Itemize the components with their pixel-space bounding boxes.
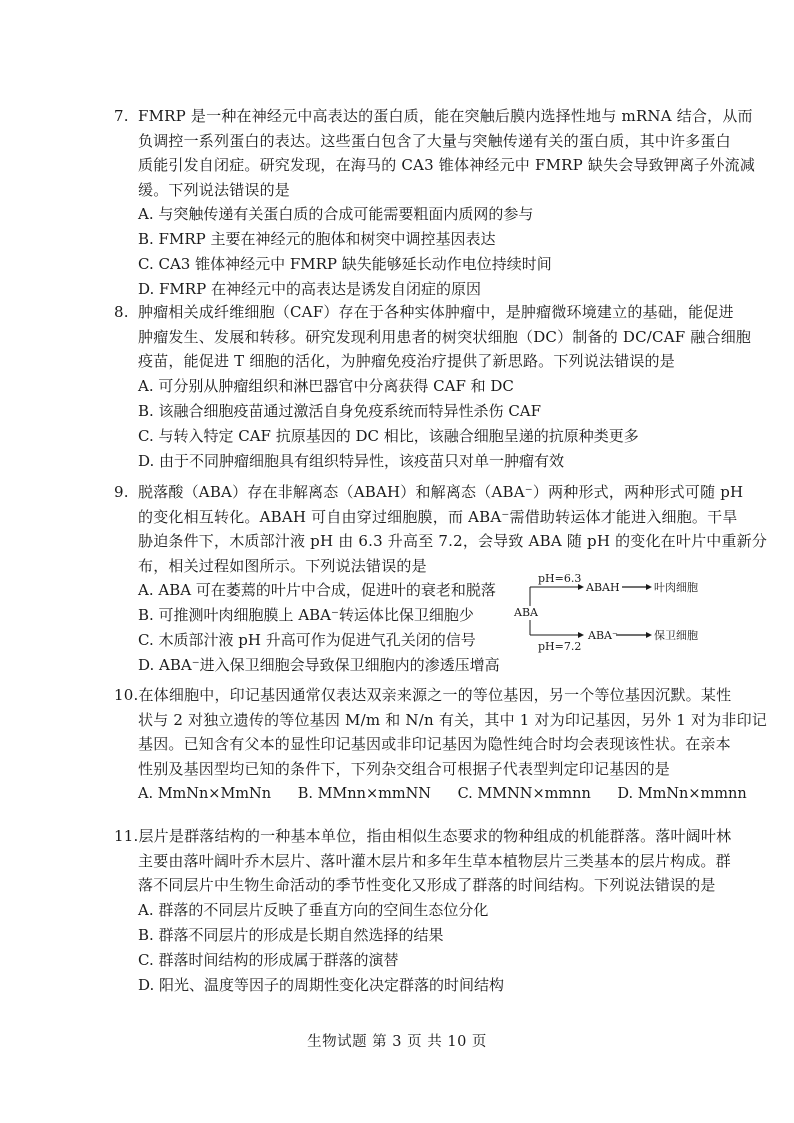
diagram-lower-condition: pH=7.2: [538, 640, 582, 653]
q11-stem-line: 11.层片是群落结构的一种基本单位，指由相似生态要求的物种组成的机能群落。落叶阔叶林: [114, 824, 714, 849]
q9-option-a: A. ABA 可在萎蔫的叶片中合成，促进叶的衰老和脱落: [138, 581, 496, 599]
arrow-head-icon: [578, 632, 584, 638]
question-11: [114, 824, 732, 998]
q8-stem-line: 8. 肿瘤相关成纤维细胞（CAF）存在于各种实体肿瘤中，是肿瘤微环境建立的基础，能促进: [114, 300, 714, 325]
q7-option-c: C. CA3 锥体神经元中 FMRP 缺失能够延长动作电位持续时间: [138, 255, 552, 273]
q7-option-a: A. 与突触传递有关蛋白质的合成可能需要粗面内质网的参与: [138, 205, 534, 223]
question-10: [114, 683, 767, 807]
q10-option-a: A. MmNn×MmNn: [138, 786, 272, 802]
q9-option-d: D. ABA⁻进入保卫细胞会导致保卫细胞内的渗透压增高: [138, 656, 500, 674]
q7-stem-line: 质能引发自闭症。研究发现，在海马的 CA3 锥体神经元中 FMRP 缺失会导致钾离子外流减: [138, 156, 756, 174]
q11-option-a: A. 群落的不同层片反映了垂直方向的空间生态位分化: [138, 900, 489, 919]
q8-stem-line: 疫苗，能促进 T 细胞的活化，为肿瘤免疫治疗提供了新思路。下列说法错误的是: [138, 352, 675, 370]
q10-stem-line: 10.在体细胞中，印记基因通常仅表达双亲来源之一的等位基因，另一个等位基因沉默。某性: [114, 683, 714, 708]
q8-number: 8.: [114, 303, 129, 321]
q10-option-c: C. MMNN×mmnn: [457, 786, 591, 802]
arrow-head-icon: [646, 584, 652, 590]
q9-number: 9.: [114, 483, 129, 501]
q10-stem-line: 性别及基因型均已知的条件下，下列杂交组合可根据子代表型判定印记基因的是: [138, 759, 671, 778]
q7-option-d: D. FMRP 在神经元中的高表达是诱发自闭症的原因: [138, 280, 481, 298]
q11-option-c: C. 群落时间结构的形成属于群落的演替: [138, 950, 399, 969]
q8-option-d: D. 由于不同肿瘤细胞具有组织特异性，该疫苗只对单一肿瘤有效: [138, 451, 565, 470]
diagram-root-label: ABA: [514, 606, 538, 619]
page-footer: 生物试题 第 3 页 共 10 页: [307, 1034, 487, 1050]
q9-option-b: B. 可推测叶肉细胞膜上 ABA⁻转运体比保卫细胞少: [138, 606, 474, 624]
q10-option-b: B. MMnn×mmNN: [297, 786, 431, 802]
q8-stem-line: 肿瘤发生、发展和转移。研究发现利用患者的树突状细胞（DC）制备的 DC/CAF 融合细胞: [138, 327, 752, 346]
q8-option-a: A. 可分别从肿瘤组织和淋巴器官中分离获得 CAF 和 DC: [138, 376, 514, 395]
q10-option-d: D. MmNn×mmnn: [617, 786, 747, 802]
question-7: [114, 104, 756, 302]
q11-stem-line: 落不同层片中生物生命活动的季节性变化又形成了群落的时间结构。下列说法错误的是: [138, 876, 716, 894]
arrow-head-icon: [646, 632, 652, 638]
q10-number: 10.: [114, 686, 139, 704]
q9-stem-line: 9. 脱落酸（ABA）存在非解离态（ABAH）和解离态（ABA⁻）两种形式，两种形式可随 pH: [114, 480, 714, 505]
q11-option-b: B. 群落不同层片的形成是长期自然选择的结果: [138, 925, 444, 944]
diagram-lower-form: ABA⁻: [588, 629, 618, 642]
q8-option-c: C. 与转入特定 CAF 抗原基因的 DC 相比，该融合细胞呈递的抗原种类更多: [138, 426, 639, 445]
q11-number: 11.: [114, 827, 139, 845]
q7-stem-line: 负调控一系列蛋白的表达。这些蛋白包含了大量与突触传递有关的蛋白质，其中许多蛋白: [138, 131, 731, 150]
q9-stem-line: 胁迫条件下，木质部汁液 pH 由 6.3 升高至 7.2，会导致 ABA 随 pH 的变化在叶片中重新分: [138, 532, 768, 550]
q10-stem-line: 基因。已知含有父本的显性印记基因或非印记基因为隐性纯合时均会表现该性状。在亲本: [138, 735, 731, 753]
q11-stem-line: 主要由落叶阔叶乔木层片、落叶灌木层片和多年生草本植物层片三类基本的层片构成。群: [138, 851, 731, 870]
q9-stem-line: 布，相关过程如图所示。下列说法错误的是: [138, 556, 427, 575]
q9-stem-line: 的变化相互转化。ABAH 可自由穿过细胞膜，而 ABA⁻需借助转运体才能进入细胞。干旱: [138, 507, 738, 526]
q7-stem-line: 缓。下列说法错误的是: [138, 180, 291, 199]
question-8: [114, 300, 752, 474]
diagram-lower-target: 保卫细胞: [654, 629, 698, 642]
diagram-upper-target: 叶肉细胞: [654, 581, 698, 594]
q10-options-row: [114, 781, 747, 807]
q10-stem-line: 状与 2 对独立遗传的等位基因 M/m 和 N/n 有关，其中 1 对为印记基因，另外 1 对为非印记: [138, 710, 767, 729]
q7-stem-line: 7. FMRP 是一种在神经元中高表达的蛋白质，能在突触后膜内选择性地与 mRNA 结合，从而: [114, 104, 714, 129]
aba-distribution-diagram: [508, 570, 738, 654]
q8-option-b: B. 该融合细胞疫苗通过激活自身免疫系统而特异性杀伤 CAF: [138, 401, 542, 420]
q7-number: 7.: [114, 107, 129, 125]
diagram-upper-form: ABAH: [586, 581, 620, 594]
diagram-upper-condition: pH=6.3: [538, 572, 582, 585]
q7-option-b: B. FMRP 主要在神经元的胞体和树突中调控基因表达: [138, 230, 496, 248]
q11-option-d: D. 阳光、温度等因子的周期性变化决定群落的时间结构: [138, 975, 505, 994]
q9-option-c: C. 木质部汁液 pH 升高可作为促进气孔关闭的信号: [138, 631, 476, 649]
